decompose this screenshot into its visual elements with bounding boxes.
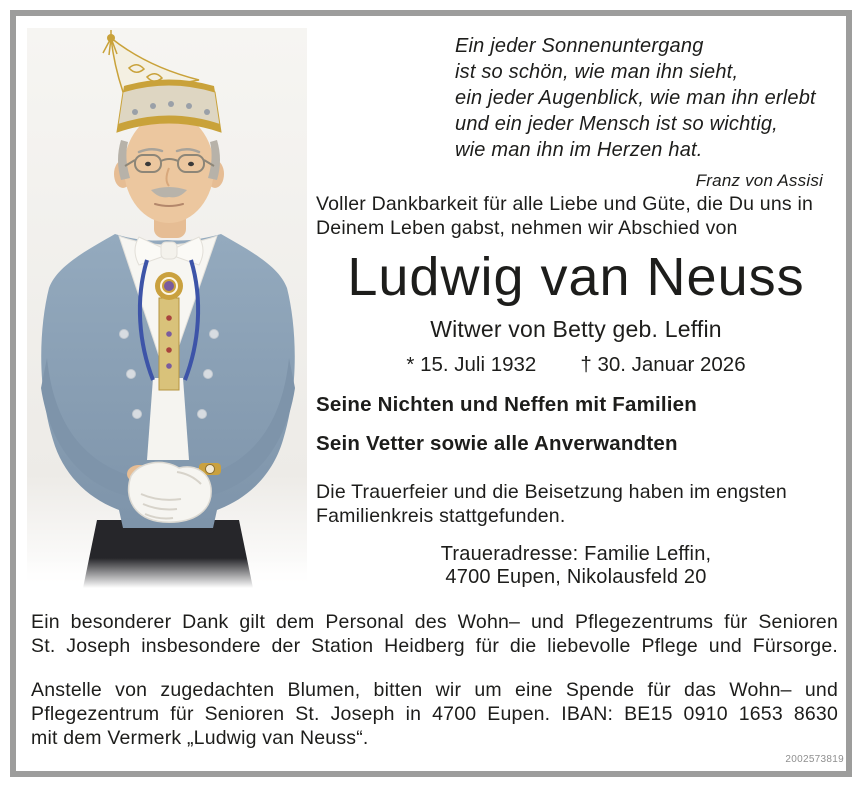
birth-date xyxy=(406,352,536,377)
mourning-address xyxy=(316,543,836,589)
quote-attribution: Franz von Assisi xyxy=(695,171,823,190)
thanks-line: St. Joseph insbesondere der Station Heidberg für die liebevolle Pflege und Fürsorge. xyxy=(31,635,838,657)
quote-line: ein jeder Augenblick, wie man ihn erlebt xyxy=(455,87,816,109)
quote-line: Ein jeder Sonnenuntergang xyxy=(455,35,704,57)
donation-line: Anstelle von zugedachten Blumen, bitten wir um eine Spende für das Wohn– und xyxy=(31,679,838,701)
birth-date-text: 15. Juli 1932 xyxy=(420,353,537,376)
death-date xyxy=(580,352,745,377)
relation-line: Witwer von Betty geb. Leffin xyxy=(430,316,722,342)
funeral-line: Familienkreis stattgefunden. xyxy=(316,505,566,527)
donation-paragraph xyxy=(31,678,838,750)
funeral-note xyxy=(316,480,844,528)
mourners-line-1: Seine Nichten und Neffen mit Familien xyxy=(316,393,698,416)
mourners-line-2: Sein Vetter sowie alle Anverwandten xyxy=(316,432,678,455)
reference-number: 2002573819 xyxy=(785,754,844,765)
intro-paragraph xyxy=(316,192,844,240)
intro-line: Deinem Leben gabst, nehmen wir Abschied von xyxy=(316,217,738,239)
donation-line: mit dem Vermerk „Ludwig van Neuss“. xyxy=(31,727,369,749)
quote-line: und ein jeder Mensch ist so wichtig, xyxy=(455,113,778,135)
life-dates xyxy=(316,352,836,377)
deceased-name: Ludwig van Neuss xyxy=(347,247,805,307)
donation-line: Pflegezentrum für Senioren St. Joseph in 4700 Eupen. IBAN: BE15 0910 1653 8630 xyxy=(31,703,838,725)
died-symbol: † xyxy=(580,353,592,376)
thanks-paragraph xyxy=(31,610,838,658)
born-symbol: * xyxy=(406,353,415,376)
address-line-2: 4700 Eupen, Nikolausfeld 20 xyxy=(445,566,707,588)
photo-bottom-fade xyxy=(27,558,307,588)
quote-line: wie man ihn im Herzen hat. xyxy=(455,139,703,161)
funeral-line: Die Trauerfeier und die Beisetzung haben im engsten xyxy=(316,481,787,503)
thanks-line: Ein besonderer Dank gilt dem Personal des Wohn– und Pflegezentrums für Senioren xyxy=(31,611,838,633)
memorial-quote xyxy=(455,33,823,194)
death-date-text: 30. Januar 2026 xyxy=(597,353,746,376)
portrait-photo xyxy=(27,28,307,588)
address-line-1: Traueradresse: Familie Leffin, xyxy=(440,543,712,565)
quote-line: ist so schön, wie man ihn sieht, xyxy=(455,61,739,83)
intro-line: Voller Dankbarkeit für alle Liebe und Güte, die Du uns in xyxy=(316,193,814,215)
